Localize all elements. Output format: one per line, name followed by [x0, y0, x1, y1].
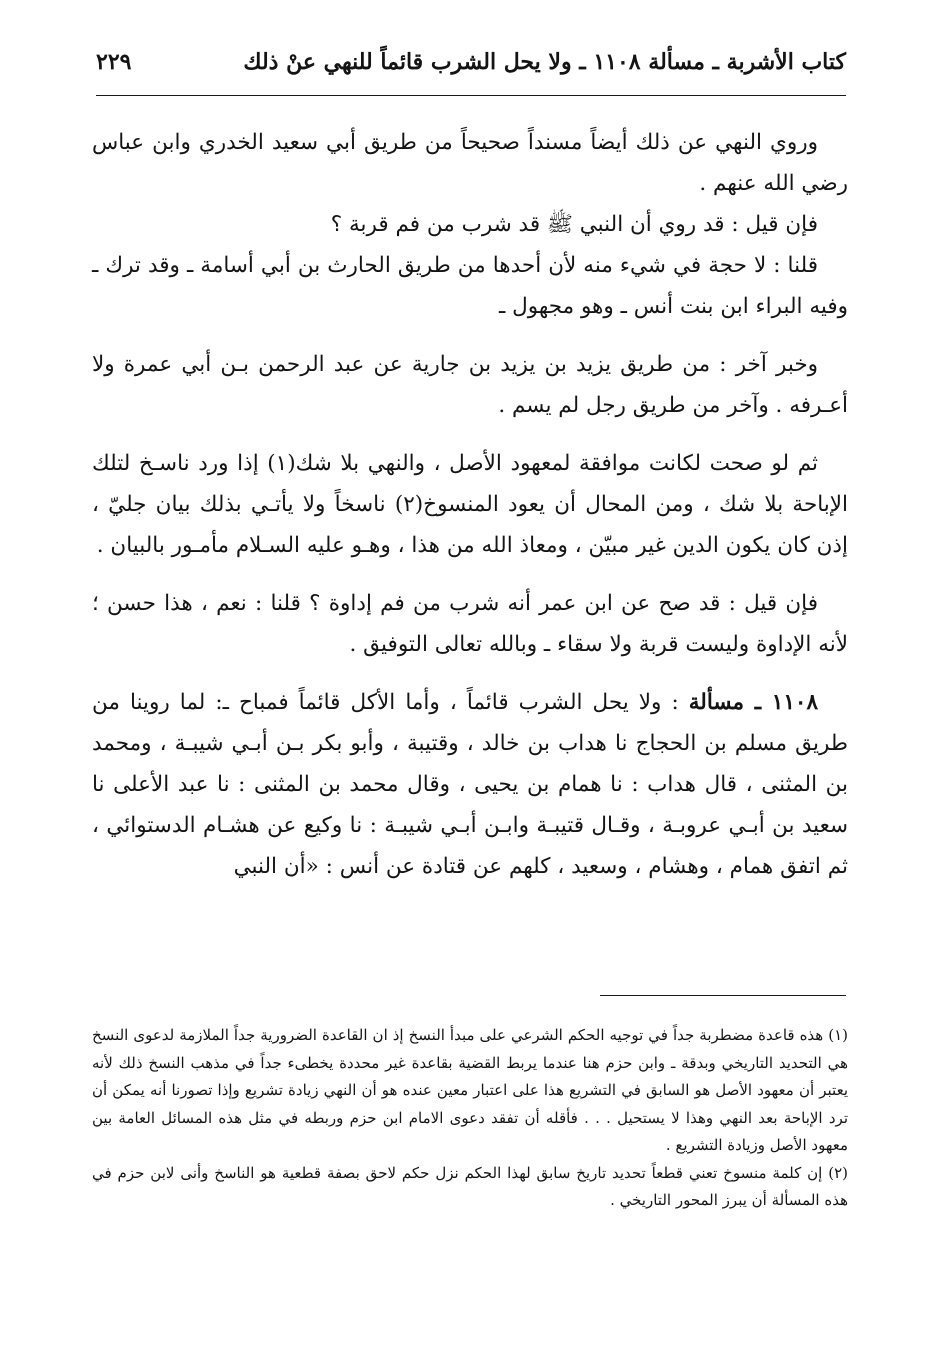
- paragraph-6: فإن قيل : قد صح عن ابن عمر أنه شرب من فم إداوة ؟ قلنا : نعم ، هذا حسن ؛ لأنه الإداوة وليست قربة ولا سقاء ـ وبالله تعالى التوفيق .: [92, 591, 848, 657]
- footnote-1: (١) هذه قاعدة مضطربة جداً في توجيه الحكم الشرعي على مبدأ النسخ إذ ان القاعدة الضرورية جداً الملازمة لدعوى النسخ هي التحديد التاريخي وبدقة ـ وابن حزم هنا عندما يربط القضية بقاعدة غير محددة يخطىء جداً في مذهب النسخ ذلك لأنه يعتبر أن معهود الأصل هو السابق في التشريع هذا على اعتبار معين عنده هو أن النهي زيادة تشريع وإذا تصورنا أنه يمكن أن ترد الإباحة بعد النهي وهذا لا يستحيل . . . فأقله أن تفقد دعوى الامام ابن حزم وربطه في مثل هذه المسائل العامة بين معهود الأصل وزيادة التشريع .: [92, 1026, 848, 1154]
- paragraph-2: فإن قيل : قد روي أن النبي ﷺ قد شرب من فم قربة ؟: [330, 212, 818, 237]
- paragraph-1: وروي النهي عن ذلك أيضاً مسنداً صحيحاً من طريق أبي سعيد الخدري وابن عباس رضي الله عنهم .: [92, 130, 848, 196]
- running-header: [96, 42, 846, 82]
- footnote-rule: [600, 995, 846, 996]
- paragraph-4: وخبر آخر : من طريق يزيد بن يزيد بن جارية عن عبد الرحمن بـن أبي عمرة ولا أعـرفه . وآخر من طريق رجل لم يسم .: [92, 352, 848, 418]
- issue-text: : ولا يحل الشرب قائماً ، وأما الأكل قائماً فمباح ـ: لما روينا من طريق مسلم بن الحجاج نا هداب بن خالد ، وقتيبة ، وأبو بكر بـن أبـي شيبـة ، ومحمد بن المثنى ، قال هداب : نا همام بن يحيى ، وقال محمد بن المثنى : نا عبد الأعلى نا سعيد بن أبـي عروبـة ، وقـال قتيبـة وابـن أبـي شيبـة : نا وكيع عن هشـام الدستوائي ، ثم اتفق همام ، وهشام ، وسعيد ، كلهم عن قتادة عن أنس : «أن النبي: [92, 690, 848, 879]
- paragraph-3: قلنا : لا حجة في شيء منه لأن أحدها من طريق الحارث بن أبي أسامة ـ وقد ترك ـ وفيه البراء ابن بنت أنس ـ وهو مجهول ـ: [92, 253, 848, 319]
- page-number: ٢٢٩: [96, 49, 132, 75]
- issue-label: ١١٠٨ ـ مسألة: [688, 690, 818, 715]
- footnotes: [92, 1022, 848, 1215]
- paragraph-5: ثم لو صحت لكانت موافقة لمعهود الأصل ، والنهي بلا شك(١) إذا ورد ناسـخ لتلك الإباحة بلا شك ، ومن المحال أن يعود المنسوخ(٢) ناسخاً ولا يأتـي بذلك بيان جليّ ، إذن كان يكون الدين غير مبيّن ، ومعاذ الله من هذا ، وهـو عليه السـلام مأمـور بالبيان .: [92, 451, 848, 558]
- header-rule: [96, 95, 846, 96]
- main-text: [92, 122, 848, 887]
- footnote-2: (٢) إن كلمة منسوخ تعني قطعاً تحديد تاريخ سابق لهذا الحكم نزل حكم لاحق بصفة قطعية هو الناسخ وأنى لابن حزم في هذه المسألة أن يبرز المحور التاريخي .: [92, 1163, 848, 1209]
- issue-1108-paragraph: [92, 682, 848, 887]
- header-title: كتاب الأشربة ـ مسألة ١١٠٨ ـ ولا يحل الشرب قائماً للنهي عنْ ذلك: [243, 49, 846, 75]
